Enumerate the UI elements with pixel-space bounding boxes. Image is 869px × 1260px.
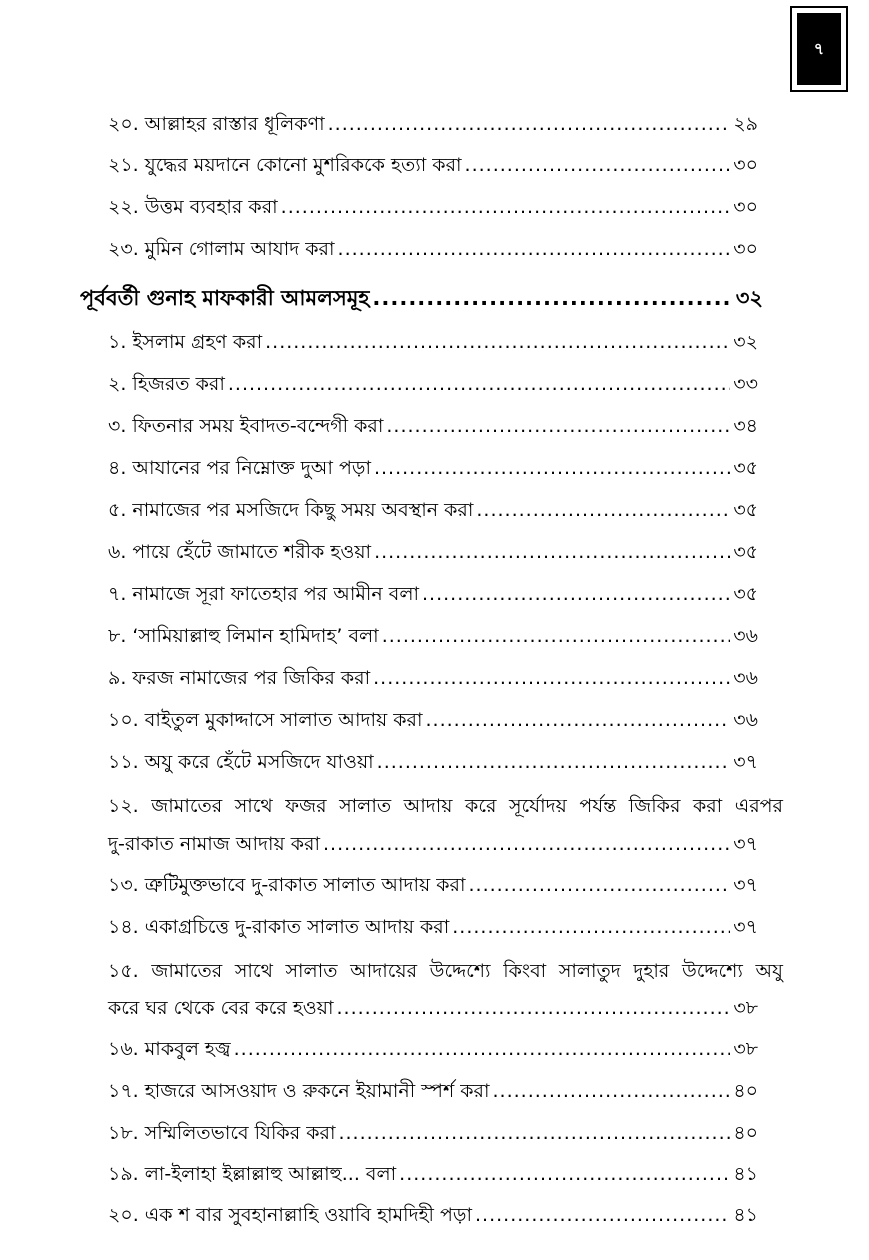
toc-entry[interactable] — [108, 664, 758, 692]
toc-entry[interactable] — [108, 151, 758, 179]
toc-entry[interactable] — [108, 622, 758, 650]
toc-leader-dots — [382, 622, 731, 650]
toc-entry[interactable] — [108, 1035, 758, 1063]
word: সূর্যোদয় — [508, 795, 567, 817]
word: কিংবা — [503, 960, 547, 982]
toc-leader-dots — [452, 913, 730, 941]
toc-entry-page: ৪১ — [733, 1163, 758, 1185]
toc-entry[interactable] — [108, 412, 758, 440]
toc-entry-page: ৪১ — [733, 1204, 758, 1226]
toc-entry[interactable] — [108, 1160, 758, 1188]
toc-entry-page: ৩৫ — [733, 583, 758, 605]
word: অযু — [755, 960, 783, 982]
toc-entry-title: ৪. আযানের পর নিম্নোক্ত দুআ পড়া — [108, 457, 371, 479]
toc-leader-dots — [338, 235, 731, 263]
toc-entry[interactable] — [108, 370, 758, 398]
page-number-inner — [797, 13, 841, 85]
toc-entry-page: ৩৪ — [733, 415, 758, 437]
toc-leader-dots — [234, 1035, 731, 1063]
toc-entry[interactable] — [108, 706, 758, 734]
word: সালাত — [285, 960, 338, 982]
toc-entry-12-line2[interactable] — [108, 830, 758, 858]
word: করে — [465, 795, 497, 817]
toc-entry-title: ১১. অযু করে হেঁটে মসজিদে যাওয়া — [108, 751, 374, 773]
toc-leader-dots — [426, 706, 731, 734]
word: সালাতুদ — [558, 960, 621, 982]
toc-entry-title: ২৩. মুমিন গোলাম আযাদ করা — [108, 238, 335, 260]
word: সাথে — [234, 795, 273, 817]
toc-entry-page: ৩২ — [733, 331, 758, 353]
toc-entry-title: ১. ইসলাম গ্রহণ করা — [108, 331, 263, 353]
toc-entry[interactable] — [108, 454, 758, 482]
toc-entry-title: ৬. পায়ে হেঁটে জামাতে শরীক হওয়া — [108, 541, 372, 563]
toc-entry-page: ৩৩ — [733, 373, 758, 395]
section-title: পূর্ববর্তী গুনাহ মাফকারী আমলসমূহ — [80, 286, 370, 310]
toc-entry-title: ৫. নামাজের পর মসজিদে কিছু সময় অবস্থান করা — [108, 499, 474, 521]
word: ১৫. — [108, 960, 139, 982]
toc-leader-dots — [323, 830, 730, 858]
word: জামাতের — [151, 795, 223, 817]
toc-entry[interactable] — [108, 496, 758, 524]
toc-entry[interactable] — [108, 913, 758, 941]
toc-entry-page: ৩৭ — [733, 833, 758, 855]
toc-leader-dots — [373, 664, 730, 692]
toc-entry-page: ৩৫ — [733, 499, 758, 521]
toc-entry-15-line2[interactable] — [108, 994, 758, 1022]
toc-entry-page: ৩৬ — [733, 709, 758, 731]
toc-entry-page: ৩৫ — [733, 457, 758, 479]
toc-entry-page: ২৯ — [733, 113, 758, 135]
toc-entry-page: ৩০ — [733, 238, 758, 260]
toc-entry-page: ৩৮ — [733, 1038, 758, 1060]
word: আদায় — [403, 795, 453, 817]
toc-leader-dots — [386, 412, 730, 440]
toc-leader-dots — [422, 580, 730, 608]
toc-entry-title: ১৬. মাকবুল হজ্ব — [108, 1038, 231, 1060]
toc-entry-page: ৩৭ — [733, 916, 758, 938]
toc-entry-page: ৩০ — [733, 154, 758, 176]
toc-entry[interactable] — [108, 748, 758, 776]
toc-entry-page: ৪০ — [733, 1080, 758, 1102]
toc-entry-title: দু-রাকাত নামাজ আদায় করা — [108, 833, 320, 855]
toc-leader-dots — [281, 193, 731, 221]
toc-entry[interactable] — [108, 1077, 758, 1105]
toc-entry[interactable] — [108, 328, 758, 356]
page-number: ৭ — [813, 38, 825, 58]
toc-entry-title: ১৮. সম্মিলিতভাবে যিকির করা — [108, 1122, 336, 1144]
word: দুহার — [633, 960, 670, 982]
word: সাথে — [234, 960, 273, 982]
toc-leader-dots — [338, 1119, 730, 1147]
toc-entry[interactable] — [108, 235, 758, 263]
toc-leader-dots — [265, 328, 730, 356]
toc-entry-title: ১৭. হাজরে আসওয়াদ ও রুকনে ইয়ামানী স্পর্শ করা — [108, 1080, 490, 1102]
toc-entry-page: ৪০ — [733, 1122, 758, 1144]
toc-entry[interactable] — [108, 1201, 758, 1229]
word: জামাতের — [151, 960, 223, 982]
toc-leader-dots — [377, 748, 731, 776]
word: করা — [692, 795, 723, 817]
toc-entry-title: ১৩. ত্রুটিমুক্তভাবে দু-রাকাত সালাত আদায় করা — [108, 874, 466, 896]
toc-section-heading[interactable] — [80, 284, 763, 312]
word: উদ্দেশ্যে — [681, 960, 743, 982]
toc-leader-dots — [337, 994, 731, 1022]
toc-leader-dots — [399, 1160, 730, 1188]
toc-leader-dots — [493, 1077, 731, 1105]
toc-entry-page: ৩৫ — [733, 541, 758, 563]
page-number-box — [790, 6, 848, 92]
toc-entry-title: ২০. এক শ বার সুবহানাল্লাহি ওয়াবি হামদিহী পড়া — [108, 1204, 473, 1226]
toc-entry-title: ৩. ফিতনার সময় ইবাদত-বন্দেগী করা — [108, 415, 384, 437]
toc-entry[interactable] — [108, 110, 758, 138]
toc-entry-title: ২০. আল্লাহর রাস্তার ধূলিকণা — [108, 113, 325, 135]
toc-entry-title: ৯. ফরজ নামাজের পর জিকির করা — [108, 667, 371, 689]
toc-entry-title: ২২. উত্তম ব্যবহার করা — [108, 196, 278, 218]
toc-entry-page: ৩৬ — [733, 625, 758, 647]
word: পর্যন্ত — [579, 795, 617, 817]
toc-entry-title: ৮. ‘সামিয়াল্লাহু লিমান হামিদাহ’ বলা — [108, 625, 379, 647]
toc-leader-dots — [374, 454, 730, 482]
toc-entry-title: ২১. যুদ্ধের ময়দানে কোনো মুশরিককে হত্যা করা — [108, 154, 462, 176]
word: ফজর — [285, 795, 327, 817]
word: ১২. — [108, 795, 139, 817]
section-page: ৩২ — [735, 286, 763, 310]
word: এরপর — [734, 795, 783, 817]
toc-entry-page: ৩৮ — [733, 997, 758, 1019]
toc-entry-title: ৭. নামাজে সূরা ফাতেহার পর আমীন বলা — [108, 583, 419, 605]
toc-entry[interactable] — [108, 193, 758, 221]
toc-leader-dots — [374, 538, 730, 566]
toc-entry-page: ৩৬ — [733, 667, 758, 689]
toc-leader-dots — [468, 871, 730, 899]
toc-entry[interactable] — [108, 1119, 758, 1147]
toc-entry-page: ৩০ — [733, 196, 758, 218]
toc-entry-title: করে ঘর থেকে বের করে হওয়া — [108, 997, 334, 1019]
toc-leader-dots — [372, 284, 732, 312]
toc-entry[interactable] — [108, 538, 758, 566]
toc-leader-dots — [228, 370, 730, 398]
toc-leader-dots — [476, 496, 730, 524]
toc-entry-15-line1[interactable] — [108, 957, 783, 985]
word: আদায়ের — [350, 960, 418, 982]
word: উদ্দেশ্যে — [429, 960, 491, 982]
toc-leader-dots — [328, 110, 731, 138]
toc-leader-dots — [475, 1201, 730, 1229]
toc-entry[interactable] — [108, 580, 758, 608]
toc-entry-12-line1[interactable] — [108, 792, 783, 820]
toc-entry-title: ১৯. লা-ইলাহা ইল্লাল্লাহু আল্লাহু... বলা — [108, 1163, 397, 1185]
toc-entry-title: ১৪. একাগ্রচিত্তে দু-রাকাত সালাত আদায় করা — [108, 916, 450, 938]
toc-leader-dots — [465, 151, 731, 179]
word: সালাত — [339, 795, 392, 817]
toc-entry-page: ৩৭ — [733, 874, 758, 896]
toc-entry[interactable] — [108, 871, 758, 899]
toc-entry-page: ৩৭ — [733, 751, 758, 773]
toc-entry-title: ২. হিজরত করা — [108, 373, 225, 395]
toc-entry-title: ১০. বাইতুল মুকাদ্দাসে সালাত আদায় করা — [108, 709, 423, 731]
word: জিকির — [628, 795, 681, 817]
